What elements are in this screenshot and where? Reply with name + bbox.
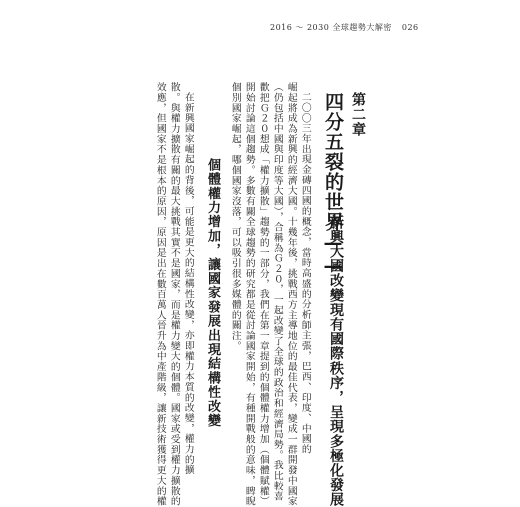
section-line-3: 效應，但國家不是根本的原因，原因是出在數百萬人晉升為中產階級，讓新技術獲得更大的權 bbox=[154, 82, 166, 507]
intro-line-4: 歡把Ｇ２０想成「權力擴散」趨勢的一部分，我們在第一章提到的個體權力增加（個體賦權） bbox=[257, 82, 269, 507]
section-heading: 個體權力增加，讓國家發展出現結構性改變 bbox=[205, 158, 220, 428]
running-head bbox=[270, 22, 419, 33]
section-line-1: 在新興國家崛起的背後，可能是更大的結構性改變，亦即權力本質的改變，權力的擴 bbox=[182, 92, 194, 475]
intro-line-3: （仍包括中國與印度等大國），合稱為Ｇ２０，一起改變了全球的政治和經濟局勢。我比較喜 bbox=[271, 82, 283, 502]
chapter-title: 四分五裂的世界—— bbox=[322, 92, 344, 278]
page-number: 026 bbox=[401, 23, 419, 32]
intro-line-2: 崛起將成為新興的經濟大國。十幾年後，挑戰西方主導地位的最佳代表，變成一群開發中國家 bbox=[285, 82, 297, 507]
intro-line-6: 個別國家崛起，哪個國家沒落，可以吸引很多媒體的關注。 bbox=[229, 82, 241, 352]
chapter-subtitle: 新興大國改變現有國際秩序，呈現多極化發展 bbox=[328, 215, 344, 507]
running-head-title: 2016 ～ 2030 全球趨勢大解密 bbox=[270, 23, 392, 32]
section-line-2: 散。與權力擴散有關的最大挑戰其實不是國家，而是權力變大的個體。國家或受到權力擴散的 bbox=[168, 82, 180, 507]
intro-line-1: 二〇〇三年出現金磚四國的概念，當時高盛的分析師主張，巴西、印度、中國的 bbox=[299, 92, 311, 455]
chapter-label: 第二章 bbox=[350, 92, 366, 137]
intro-line-5: 開始討論這個趨勢。多數有關全球趨勢的研究都是從討論國家開始，有種開戰般的意味，睥睨 bbox=[243, 82, 255, 507]
